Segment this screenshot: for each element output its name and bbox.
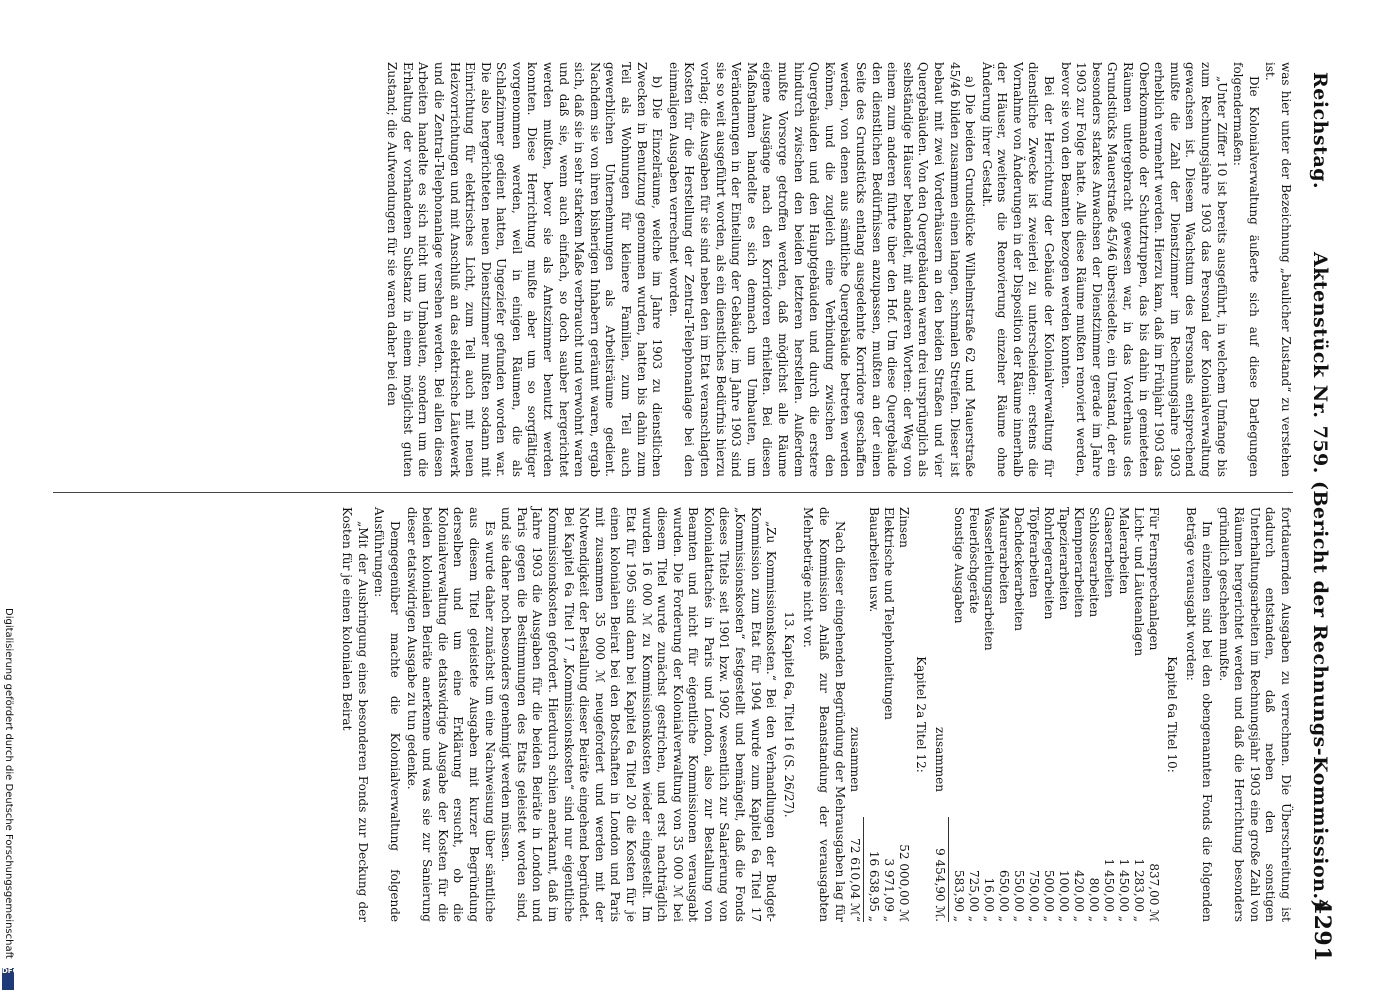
section-heading: 13. Kapitel 6a, Titel 16 (S. 26/27). (781, 611, 796, 818)
header-left: Reichstag. (1309, 72, 1331, 190)
ledger-amount: 80,00 „ (1087, 877, 1102, 922)
ledger-row (951, 507, 966, 922)
ledger-label: Wasserleitungsarbeiten (982, 507, 997, 651)
paragraph: b) Die Einzelräume, welche im Jahre 1903 zu dienstlichen Zwecken in Benutzung genommen wurden, hatten bis dahin zum Teil als Wohnungen für kleinere Familien, zum Teil auch gewerblichen Unternehmungen als Arbeitsräume gedient. Nachdem sie von ihren bisherigen Inhabern geräumt waren, ergab sich, daß sie in sehr starkem Maße verbraucht und verwohnt waren und daß sie, wenn auch einfach, so doch sauber hergerichtet werden mußten, bevor sie als Amtszimmer benutzt werden konnten. Diese Herrichtung mußte aber um so sorgfältiger vorgenommen werden, weil in einigen Räumen, die als Schlafzimmer gedient hatten, Ungeziefer gefunden worden war. Die also hergerichteten neuen Dienstzimmer mußten sodann mit Einrichtung für elektrisches Licht, zum Teil auch mit neuen Heizvorrichtungen und mit Anschluß an das elektrische Läutewerk und die Zentral-Telephonanlage versehen werden. Bei allen diesen Arbeiten handelte es sich nicht um Umbauten, sondern um die Erhaltung der vorhandenen Substanz in einem möglichst guten Zustand; die Aufwendungen für sie waren daher bei den (385, 62, 665, 477)
kapitel-6a-total (932, 507, 947, 922)
ledger-row (996, 507, 1011, 922)
ledger-label: Licht- und Läuteanlagen (1132, 507, 1147, 657)
kapitel-6a-list (951, 507, 1161, 922)
kapitel-6a-heading: Kapitel 6a Titel 10: (1164, 656, 1179, 773)
ledger-amount: 750,00 „ (1027, 869, 1042, 922)
ledger-label: Töpferarbeiten (1027, 507, 1042, 598)
paragraph: „Zu Kommissionskosten.“ Bei den Verhandlungen der Budget-Kommission zum Etat für 1904 wurde zum Kapitel 6a Titel 17 „Kommissionskosten“ festgestellt und bemängelt, daß die Fonds dieses Titels seit 1901 bzw. 1902 wesentlich zur Salarierung von Kolonialattachés in Paris und London, also zur Bestallung von Beamten und nicht für eigentliche Kommissionen verausgabt wurden. Die Forderung der Kolonialverwaltung von 35 000 ℳ bei diesem Titel wurde zunächst gestrichen, und erst nachträglich wurden 16 000 ℳ zu Kommissionskosten wieder eingestellt. Im Etat für 1905 sind dann bei Kapitel 6a Titel 20 die Kosten für je einen kolonialen Beirat bei den Botschaften in London und Paris mit zusammen 35 000 ℳ neugefordert und werden mit der Notwendigkeit der Bestallung dieser Beiräte eingehend begründet. Bei Kapitel 6a Titel 17 „Kommissionskosten“ sind nur eigentliche Kommissionskosten gefordert. Hierdurch schien anerkannt, daß im Jahre 1903 die Ausgaben für die beiden Beiräte in London und Paris gegen die Bestimmungen des Etats geleistet worden sind, und sie daher noch besonders genehmigt werden müssen. (499, 507, 779, 922)
ledger-label: Dachdeckerarbeiten (1012, 507, 1027, 632)
paragraph: a) Die beiden Grundstücke Wilhelmstraße 62 und Mauerstraße 45/46 bilden zusammen einen langen, schmalen Streifen. Dieser ist bebaut mit zwei Vorderhäusern an den beiden Straßen und vier Quergebäuden. Von den Quergebäuden waren drei ursprünglich als selbständige Häuser behandelt, mit anderen Worten: der Weg von einem zum anderen führte über den Hof. Um diese Quergebäude den dienstlichen Bedürfnissen anzupassen, mußten an der einen Seite des Grundstücks entlang ausgedehnte Korridore geschaffen werden, von denen aus sämtliche Quergebäude betreten werden können, und die zugleich eine Verbindung zwischen den Quergebäuden und den Hauptgebäuden und durch die erstere hindurch zwischen den beiden letzteren herstellen. Außerdem mußte Vorsorge getroffen werden, daß möglichst alle Räume eigene Ausgänge nach den Korridoren erhielten. Bei diesen Maßnahmen handelte es sich demnach um Umbauten, um Veränderungen in der Einteilung der Gebäude; im Jahre 1903 sind sie so weit ausgeführt worden, als ein dienstliches Bedürfnis hierzu vorlag; die Ausgaben für sie sind neben den im Etat veranschlagten Kosten für die Herstellung der Zentral-Telephonanlage bei den einmaligen Ausgaben verrechnet worden. (666, 62, 978, 477)
ledger-row (1011, 507, 1026, 922)
digitization-credit: Digitalisierung gefördert durch die Deutsche Forschungsgemeinschaft (3, 608, 14, 959)
ledger-row (966, 507, 981, 922)
ledger-amount: 1 450,00 „ (1102, 858, 1117, 922)
column-divider (53, 492, 1293, 493)
ledger-row (1116, 507, 1131, 922)
paragraph: Im einzelnen sind bei den obengenannten Fonds die folgenden Beträge verausgabt worden: (1184, 507, 1215, 922)
ledger-amount: 650,00 „ (997, 869, 1012, 922)
ledger-label: Tapezierarbeiten (1057, 507, 1072, 611)
ledger-label: Zinsen (896, 507, 911, 548)
kapitel-2a-total (847, 507, 862, 922)
ledger-amount: 837,00 ℳ (1147, 863, 1162, 922)
kapitel-2a-heading: Kapitel 2a Titel 12: (914, 656, 929, 773)
total-amount: 9 454,90 ℳ. (933, 848, 948, 922)
ledger-amount: 100,00 „ (1057, 869, 1072, 922)
paragraph: Demgegenüber machte die Kolonialverwaltung folgende Ausführungen: (372, 507, 403, 922)
paragraph: Die Kolonialverwaltung äußerte sich auf diese Darlegungen folgendermaßen: (1231, 62, 1261, 477)
ledger-row (1146, 507, 1161, 922)
ledger-amount: 16,00 „ (982, 877, 997, 922)
ledger-amount: 583,90 „ (952, 869, 967, 922)
total-amount: 72 610,04 ℳ“ (847, 838, 862, 922)
ledger-row (1101, 507, 1116, 922)
ledger-label: Klempnerarbeiten (1072, 507, 1087, 618)
sum-rule (948, 817, 949, 922)
paragraph: „Unter Ziffer 10 ist bereits ausgeführt, in welchem Umfange bis zum Rechnungsjahre 1903 das Personal der Kolonialverwaltung gewachsen ist. Diesem Wachstum des Personals entsprechend mußte die Zahl der Dienstzimmer im Rechnungsjahre 1903 erheblich vermehrt werden. Hierzu kam, daß im Frühjahr 1903 das Oberkommando der Schutztruppen, das bis dahin in gemieteten Räumen untergebracht gewesen war, in das Vorderhaus des Grundstücks Mauerstraße 45/46 übersiedelte, ein Umstand, der ein besonders starkes Anwachsen der Dienstzimmer gerade im Jahre 1903 zur Folge hatte. Alle diese Räume mußten renoviert werden, bevor sie von den Beamten bezogen werden konnten. (1058, 62, 1229, 477)
page-header (1301, 62, 1335, 962)
header-title: Aktenstück Nr. 759. (Bericht der Rechnungs-Kommission.) (1309, 252, 1331, 910)
ledger-amount: 52 000,00 ℳ (896, 844, 911, 922)
page-number: 4291 (1309, 898, 1335, 962)
paragraph: Es wurde daher zunächst um eine Nachweisung über sämtliche aus diesem Titel geleistete Ausgaben mit kurzer Begründung derselben und um eine Erklärung ersucht, ob die Kolonialverwaltung die etatswidrige Ausgabe der Kosten für die beiden kolonialen Beiräte anerkenne und was sie zur Sanierung dieser etatswidrigen Ausgabe zu tun gedenke. (404, 507, 497, 922)
sum-rule (863, 817, 864, 922)
ledger-row (981, 507, 996, 922)
ledger-label: Feuerlöschgeräte (967, 507, 982, 614)
ledger-label: Rohrlegerarbeiten (1042, 507, 1057, 620)
total-label: zusammen (847, 727, 862, 792)
ledger-amount: 420,00 „ (1072, 869, 1087, 922)
ledger-amount: 1 450,00 „ (1117, 858, 1132, 922)
paragraph: Bei der Herrichtung der Gebäude der Kolonialverwaltung für dienstliche Zwecke ist zweierlei zu unterscheiden: erstens die Vornahme von Änderungen in der Disposition der Räume innerhalb der Häuser, zweitens die Renovierung einzelner Räume ohne Änderung ihrer Gestalt. (979, 62, 1057, 477)
ledger-row (881, 507, 896, 922)
ledger-amount: 550,00 „ (1012, 869, 1027, 922)
ledger-amount: 500,00 „ (1042, 869, 1057, 922)
ledger-label: Elektrische und Telephonleitungen (881, 507, 896, 720)
kapitel-2a-list (866, 507, 911, 922)
ledger-label: Für Fernsprechanlagen (1147, 507, 1162, 651)
ledger-amount: 725,00 „ (967, 869, 982, 922)
paragraph: „Mit der Ausbringung eines besonderen Fonds zur Deckung der Kosten für je einen kolonialen Beirat (340, 507, 370, 922)
paragraph: fortdauernden Ausgaben zu verrechnen. Die Überschreitung ist dadurch entstanden, daß neben den sonstigen Unterhaltungsarbeiten im Rechnungsjahr 1903 eine große Zahl von Räumen hergerichtet werden und daß die Herrichtung besonders gründlich geschehen mußte. (1216, 507, 1293, 922)
ledger-label: Bauarbeiten usw. (866, 507, 881, 613)
ledger-amount: 16 638,95 „ (866, 850, 881, 922)
left-column (383, 62, 1293, 477)
ledger-label: Sonstige Ausgaben (952, 507, 967, 624)
ledger-row (1071, 507, 1086, 922)
ledger-amount: 1 283,00 „ (1132, 858, 1147, 922)
ledger-row (1056, 507, 1071, 922)
ledger-label: Malerarbeiten (1117, 507, 1132, 595)
dfg-logo: DFG (2, 968, 14, 990)
total-label: zusammen (933, 727, 948, 792)
ledger-label: Glaserarbeiten (1102, 507, 1117, 598)
right-column (338, 507, 1293, 922)
ledger-row (896, 507, 911, 922)
paragraph: was hier unter der Bezeichnung „baulicher Zustand“ zu verstehen ist. (1263, 62, 1293, 477)
ledger-row (1131, 507, 1146, 922)
ledger-label: Schlosserarbeiten (1087, 507, 1102, 618)
ledger-row (1041, 507, 1056, 922)
ledger-row (1086, 507, 1101, 922)
paragraph: Nach dieser eingehenden Begründung der Mehrausgaben lag für die Kommission Anlaß zur Beanstandung der verausgabten Mehrbeträge nicht vor. (801, 507, 847, 922)
ledger-amount: 3 971,09 „ (881, 858, 896, 922)
ledger-row (1026, 507, 1041, 922)
ledger-label: Maurerarbeiten (997, 507, 1012, 604)
ledger-row (866, 507, 881, 922)
